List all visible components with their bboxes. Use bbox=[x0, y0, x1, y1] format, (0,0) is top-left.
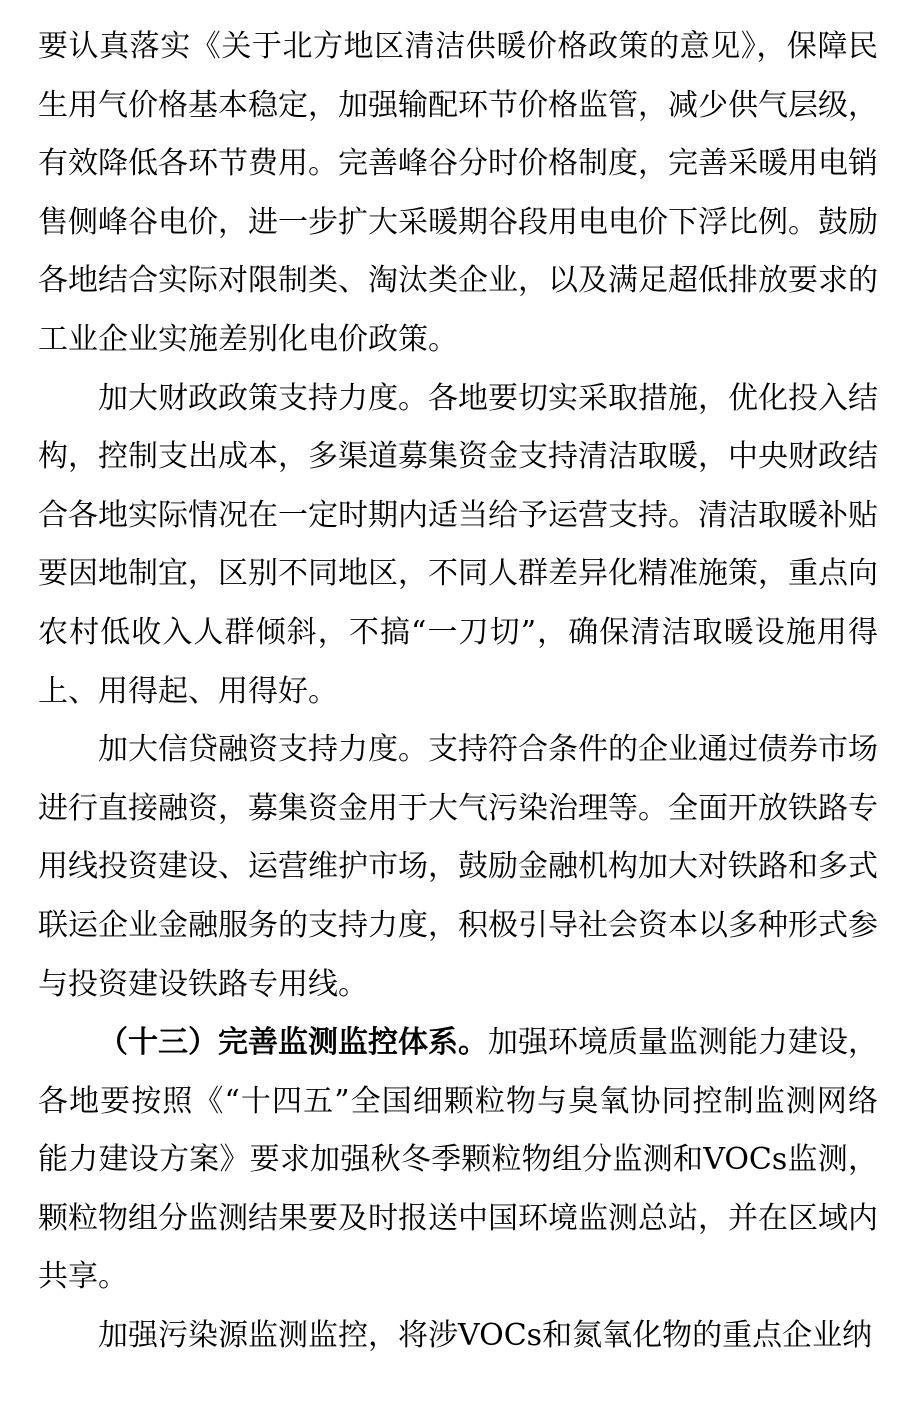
paragraph-credit-financing: 加大信贷融资支持力度。支持符合条件的企业通过债券市场进行直接融资，募集资金用于大气污染治理等。全面开放铁路专用线投资建设、运营维护市场，鼓励金融机构加大对铁路和多式联运企业金融服务的支持力度，积极引导社会资本以多种形式参与投资建设铁路专用线。 bbox=[38, 732, 878, 1002]
paragraph-monitoring-body: 加强环境质量监测能力建设，各地要按照《“十四五”全国细颗粒物与臭氧协同控制监测网络能力建设方案》要求加强秋冬季颗粒物组分监测和VOCs监测，颗粒物组分监测结果要及时报送中国环境监测总站，并在区域内共享。 bbox=[38, 1025, 878, 1295]
document-page bbox=[38, 18, 878, 1366]
paragraph-fiscal-support: 加大财政政策支持力度。各地要切实采取措施，优化投入结构，控制支出成本，多渠道募集资金支持清洁取暖，中央财政结合各地实际情况在一定时期内适当给予运营支持。清洁取暖补贴要因地制宜，区别不同地区，不同人群差异化精准施策，重点向农村低收入人群倾斜，不搞“一刀切”，确保清洁取暖设施用得上、用得起、用得好。 bbox=[38, 380, 878, 709]
paragraph-monitoring-system bbox=[38, 1014, 878, 1307]
paragraph-price-policy: 要认真落实《关于北方地区清洁供暖价格政策的意见》，保障民生用气价格基本稳定，加强输配环节价格监管，减少供气层级，有效降低各环节费用。完善峰谷分时价格制度，完善采暖用电销售侧峰谷电价，进一步扩大采暖期谷段用电电价下浮比例。鼓励各地结合实际对限制类、淘汰类企业，以及满足超低排放要求的工业企业实施差别化电价政策。 bbox=[38, 29, 878, 357]
section-heading: （十三）完善监测监控体系。 bbox=[98, 1025, 488, 1061]
paragraph-pollution-source: 加强污染源监测监控，将涉VOCs和氮氧化物的重点企业纳 bbox=[98, 1318, 873, 1354]
